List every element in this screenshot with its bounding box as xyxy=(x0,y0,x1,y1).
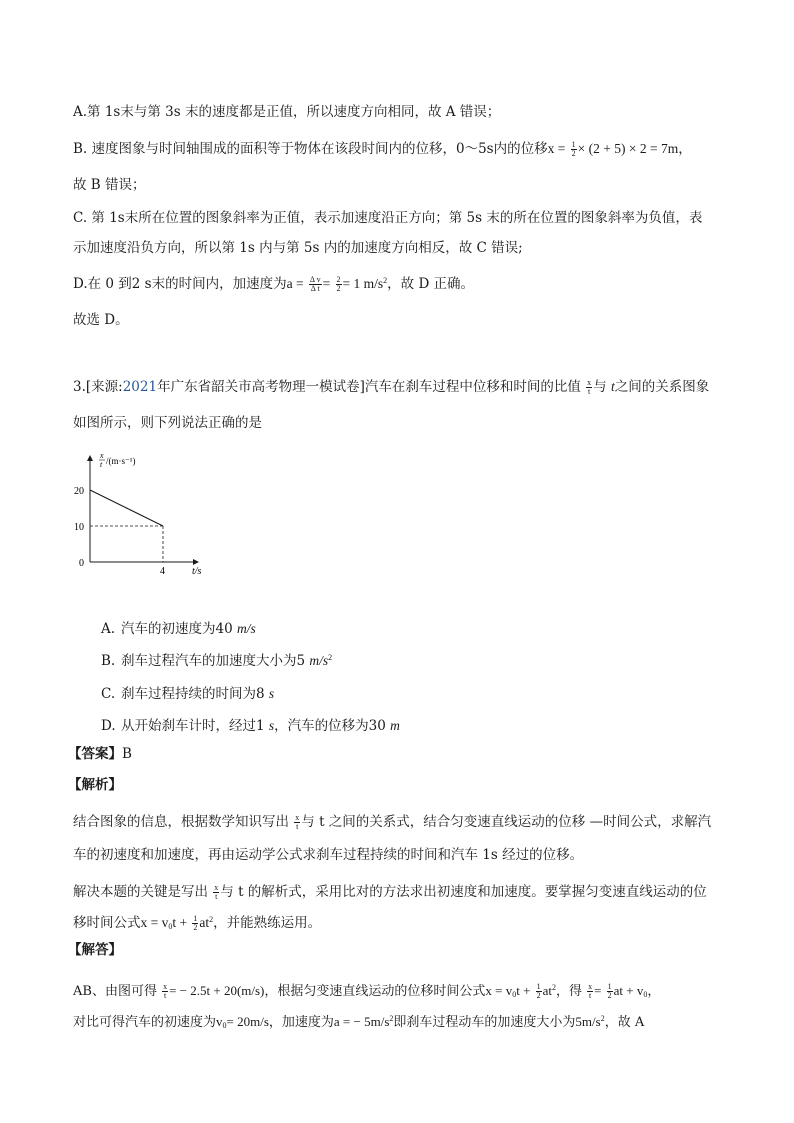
y-tick-label: 20 xyxy=(74,486,84,497)
choice-text: 从开始刹车计时，经过1 xyxy=(121,718,269,734)
choice-label: B. xyxy=(101,653,116,669)
math: t + xyxy=(516,983,531,998)
superscript: 2 xyxy=(389,1014,394,1023)
analysis-line-1 xyxy=(73,813,711,831)
answer-tag: 【答案】 xyxy=(68,746,122,762)
choice-unit-2: m xyxy=(390,718,400,733)
subscript: 0 xyxy=(168,922,173,931)
math: at xyxy=(199,915,210,930)
choice-unit: s xyxy=(268,686,275,701)
text: ，根据匀变速直线运动的位移时间公式 xyxy=(264,984,486,999)
text: 车的初速度和加速度，再由运动学公式求刹车过程持续的时间和汽车 1s 经过的位移。 xyxy=(73,847,584,863)
subscript: 0 xyxy=(222,1021,227,1030)
fraction xyxy=(294,814,300,831)
denominator: t xyxy=(296,822,299,831)
solution-tag: 【解答】 xyxy=(68,942,122,958)
text: C. 第 1s末所在位置的图象斜率为正值，表示加速度沿正方向；第 5s 末的所在位置的图象斜率为负值，表 xyxy=(73,210,703,226)
source-rest: 年广东省韶关市高考物理一模试卷] xyxy=(157,379,365,395)
choice-unit: m/s xyxy=(309,653,329,668)
denominator: 2 xyxy=(607,991,612,1000)
math: x = v xyxy=(140,915,169,930)
math: x = xyxy=(547,141,566,156)
option-a-explanation xyxy=(73,103,500,121)
choice-unit: m/s xyxy=(236,621,256,636)
option-b-conclusion xyxy=(73,176,146,194)
numerator: Δ v xyxy=(309,275,321,284)
superscript: 2 xyxy=(383,276,388,285)
text: 移时间公式 xyxy=(73,915,141,931)
math: 5m/s xyxy=(575,1014,601,1029)
text: 即刹车过程动车的加速度大小为 xyxy=(393,1015,576,1030)
superscript: 2 xyxy=(600,1014,605,1023)
denominator: t xyxy=(163,991,167,1000)
choice-a[interactable] xyxy=(101,620,256,638)
text: 结合图象的信息，根据数学知识写出 xyxy=(73,814,289,830)
numerator: 2 xyxy=(336,275,341,284)
text: 故 B 错误； xyxy=(73,177,146,193)
y-label-numerator: x xyxy=(100,451,104,460)
fraction xyxy=(536,983,542,1000)
math: v xyxy=(216,1014,223,1029)
choice-text-2: ，汽车的位移为30 xyxy=(274,718,391,734)
superscript: 2 xyxy=(552,983,556,992)
choice-text: 刹车过程持续的时间为8 xyxy=(121,686,269,702)
text: ，并能熟练运用。 xyxy=(213,915,322,931)
y-label-unit: /(m·s⁻¹) xyxy=(106,456,136,466)
analysis-heading xyxy=(68,776,122,794)
text: 故选 D。 xyxy=(73,312,129,328)
solution-line-2 xyxy=(73,1013,644,1032)
origin-label: 0 xyxy=(79,558,84,569)
math: at + v xyxy=(613,983,644,998)
text: ，故 D 正确。 xyxy=(387,276,475,292)
text: ，得 xyxy=(556,984,583,999)
fraction xyxy=(213,884,219,901)
data-line xyxy=(90,490,163,526)
subscript: 0 xyxy=(643,990,648,999)
x-tick-label: 4 xyxy=(160,566,165,577)
x-axis-label: t/s xyxy=(192,566,202,577)
choice-label: D. xyxy=(101,718,116,734)
math: = 1 m/s xyxy=(342,276,384,291)
analysis-tag: 【解析】 xyxy=(68,777,122,793)
analysis-line-3 xyxy=(73,883,707,901)
text: AB、由图可得 xyxy=(73,984,157,999)
solution-heading xyxy=(68,941,122,959)
numerator: x xyxy=(587,378,592,387)
numerator: 1 xyxy=(536,982,541,991)
fraction xyxy=(309,276,322,293)
math: = − 2.5t + 20(m/s) xyxy=(169,983,265,998)
numerator: x xyxy=(163,982,168,991)
analysis-line-2 xyxy=(73,846,583,864)
text: D.在 0 到2 s末的时间内，加速度为 xyxy=(73,276,287,292)
math: x = v xyxy=(485,983,513,998)
option-c-explanation-1 xyxy=(73,209,702,227)
choice-b[interactable] xyxy=(101,652,332,670)
math: = xyxy=(322,276,331,291)
question-stem xyxy=(73,378,709,396)
y-label-denominator: t xyxy=(100,460,103,469)
numerator: 1 xyxy=(193,914,198,923)
option-b-explanation xyxy=(73,140,692,158)
choice-c[interactable] xyxy=(101,685,274,703)
fraction xyxy=(192,915,198,932)
analysis-line-4 xyxy=(73,914,321,932)
text: ，故 A xyxy=(604,1015,645,1030)
choice-label: C. xyxy=(101,686,116,702)
option-c-explanation-2 xyxy=(73,239,523,257)
text: 解决本题的关键是写出 xyxy=(73,884,208,900)
choice-text: 刹车过程汽车的加速度大小为5 xyxy=(121,653,310,669)
denominator: 2 xyxy=(336,284,341,293)
y-axis-label xyxy=(99,451,135,469)
answer-value: B xyxy=(122,746,132,762)
math: a = xyxy=(286,276,304,291)
text: A.第 1s末与第 3s 末的速度都是正值，所以速度方向相同，故 A 错误； xyxy=(73,104,501,120)
text: 与 t 的解析式，采用比对的方法求出初速度和加速度。要掌握匀变速直线运动的位 xyxy=(220,884,707,900)
fraction xyxy=(571,141,577,158)
text: 对比可得汽车的初速度为 xyxy=(73,1015,217,1030)
denominator: t xyxy=(588,387,591,396)
text: B. 速度图象与时间轴围成的面积等于物体在该段时间内的位移，0～5s内的位移 xyxy=(73,141,548,157)
stem-text: 如图所示，则下列说法正确的是 xyxy=(73,415,262,431)
text: ，加速度为 xyxy=(268,1015,334,1030)
text: ， xyxy=(647,984,661,999)
superscript: 2 xyxy=(209,915,214,924)
final-choice xyxy=(73,311,129,329)
source-open: [来源: xyxy=(85,379,123,395)
question-number: 3. xyxy=(73,379,86,395)
variable-t: t xyxy=(610,379,615,394)
option-d-explanation xyxy=(73,275,474,293)
choice-text: 汽车的初速度为40 xyxy=(121,621,237,637)
denominator: 2 xyxy=(193,923,198,932)
stem-text: 之间的关系图象 xyxy=(614,379,710,395)
stem-text: 与 xyxy=(593,379,607,395)
fraction xyxy=(162,983,168,1000)
xt-t-graph xyxy=(70,448,230,580)
denominator: t xyxy=(589,991,592,1000)
fraction xyxy=(607,983,613,1000)
denominator: t xyxy=(215,892,218,901)
math: at xyxy=(542,983,552,998)
choice-d[interactable] xyxy=(101,717,400,735)
question-stem-2 xyxy=(73,414,262,432)
denominator: 2 xyxy=(536,991,541,1000)
text: 与 t 之间的关系式，结合匀变速直线运动的位移 —时间公式，求解汽 xyxy=(301,814,712,830)
numerator: x xyxy=(295,813,300,822)
subscript: 0 xyxy=(512,990,517,999)
fraction xyxy=(587,983,593,1000)
math: = xyxy=(594,983,602,998)
math: a = − 5m/s xyxy=(333,1014,390,1029)
y-tick-label: 10 xyxy=(74,522,84,533)
numerator: x xyxy=(588,982,593,991)
math: × (2 + 5) × 2 = 7m， xyxy=(577,141,692,156)
denominator: 2 xyxy=(571,149,576,158)
numerator: x xyxy=(214,883,219,892)
stem-text: 汽车在刹车过程中位移和时间的比值 xyxy=(364,379,581,395)
numerator: 1 xyxy=(607,982,612,991)
numerator: 1 xyxy=(571,140,576,149)
math: = 20m/s xyxy=(226,1014,269,1029)
fraction xyxy=(586,379,592,396)
source-year: 2021 xyxy=(122,379,158,395)
choice-label: A. xyxy=(101,621,116,637)
fraction xyxy=(336,276,342,293)
superscript: 2 xyxy=(328,653,333,662)
answer xyxy=(68,745,132,763)
text: 示加速度沿负方向，所以第 1s 内与第 5s 内的加速度方向相反，故 C 错误; xyxy=(73,240,523,256)
denominator: Δ t xyxy=(310,284,320,293)
solution-line-1 xyxy=(73,982,660,1001)
choice-unit: s xyxy=(268,718,275,733)
math: t + xyxy=(172,915,188,930)
